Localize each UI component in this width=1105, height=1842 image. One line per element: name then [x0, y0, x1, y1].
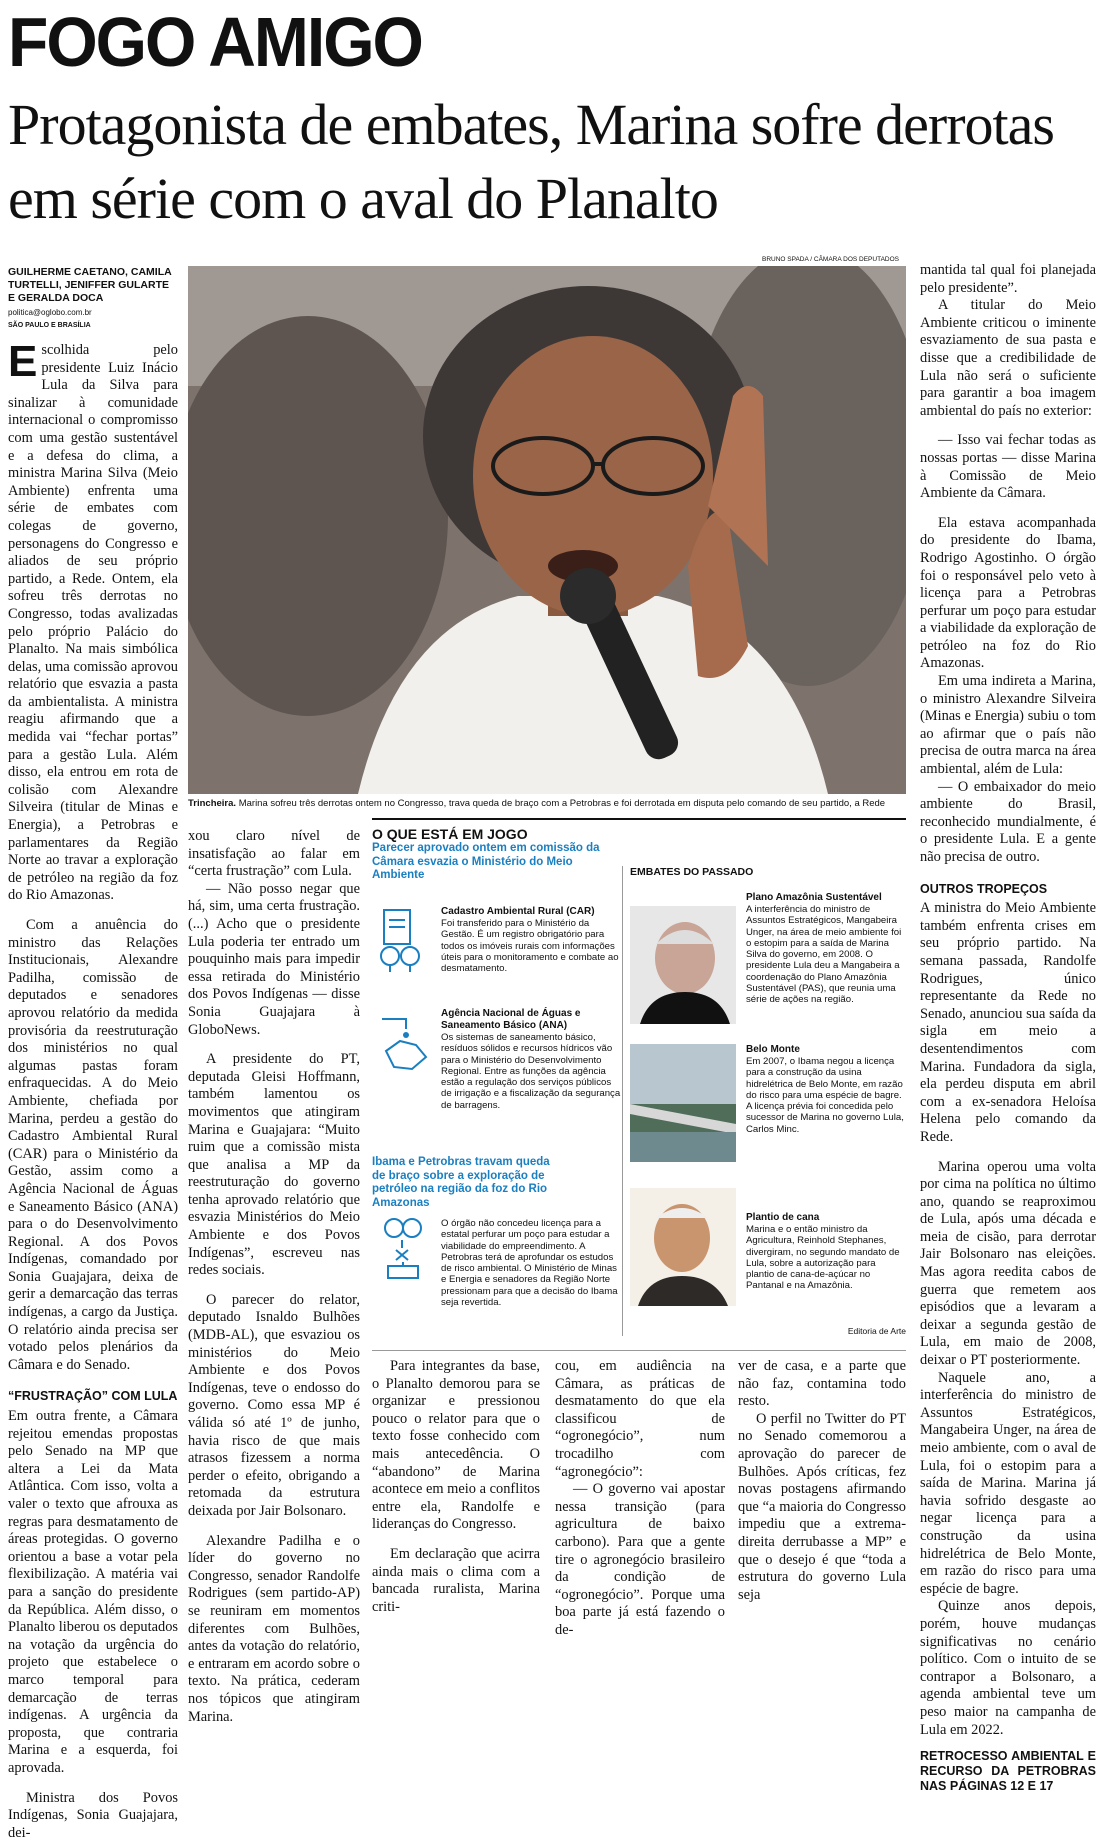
article-column-4: [555, 1358, 725, 1640]
past-title: EMBATES DO PASSADO: [630, 866, 753, 878]
col2-paragraph-3: A presidente do PT, deputada Gleisi Hoffmann, também lamentou os movimentos que atingiram Marina e Guajajara: “Muito ruim que a comissão mista que analisa a MP da reestruturação do governo tenha aprovado relatório que esvazia Ministérios do Meio Ambiente e dos Povos Indígenas”, escreveu nas redes sociais.: [188, 1051, 360, 1280]
col6-paragraph-7: A ministra do Meio Ambiente também enfrenta crises em seu próprio partido. Na semana passada, Randolfe Rodrigues, único representante da Rede no Senado, anunciou sua saída da sigla em meio a desentendimentos com Marina. Fundadora da sigla, ela perdeu disputa em abril com a ex-senadora Heloísa Helena pelo comando da Rede.: [920, 900, 1096, 1146]
subhead-frustracao: “FRUSTRAÇÃO” COM LULA: [8, 1388, 178, 1406]
car-title: Cadastro Ambiental Rural (CAR): [441, 906, 621, 918]
marina-photo-illustration: [188, 266, 906, 794]
water-faucet-map-icon: [376, 1011, 436, 1073]
section-kicker: FOGO AMIGO: [8, 0, 422, 84]
byline-authors: GUILHERME CAETANO, CAMILA TURTELLI, JENIFFER GULARTE E GERALDA DOCA: [8, 266, 171, 304]
editoria-arte: Editoria de Arte: [848, 1326, 906, 1336]
pas-text: A interferência do ministro de Assuntos Estratégicos, Mangabeira Unger, na área de meio ambiente foi o estopim para a saída de Marina Silva do governo, em 2008. O presidente Lula deu a Mangabeira a coordenação do Plano Amazônia Sustentável (PAS), que reunia uma série de ações na região.: [746, 904, 906, 1006]
cana-title: Plantio de cana: [746, 1212, 906, 1224]
caption-label: Trincheira.: [188, 798, 236, 809]
article-column-1: [8, 342, 178, 1842]
headline: Protagonista de embates, Marina sofre derrotas em série com o aval do Planalto: [8, 88, 1098, 236]
col6-paragraph-5: Em uma indireta a Marina, o ministro Alexandre Silveira (Minas e Energia) subiu o tom ao afirmar que o país não precisa de outra marca na área ambiental, além de Lula:: [920, 673, 1096, 779]
tree-oil-rig-icon: [376, 1216, 436, 1286]
photo-caption: [188, 798, 906, 809]
col1-paragraph-3: Em outra frente, a Câmara rejeitou emendas propostas pelo Senado na MP que altera a Lei da Mata Atlântica. Com isso, volta a valer o texto que afrouxa as regras para desmatamento de áreas protegidas. O governo orientou a base a votar pela flexibilização. A matéria vai para a sanção do presidente da República. Além disso, o Planalto liberou os deputados na votação da urgência do projeto que estabelece o marco temporal para demarcação de terras indígenas. A urgência da proposta, que contraria Marina e a esquerda, foi aprovada.: [8, 1408, 178, 1777]
car-text: Foi transferido para o Ministério da Gestão. É um registro obrigatório para todos os imóveis rurais com informações úteis para o monitoramento e combate ao desmatamento.: [441, 918, 621, 974]
article-column-2: [188, 828, 360, 1726]
pas-title: Plano Amazônia Sustentável: [746, 892, 906, 904]
col2-paragraph-5: Alexandre Padilha e o líder do governo no Congresso, senador Randolfe Rodrigues (sem partido-AP) se reuniram em momentos diferentes com Bulhões, antes da votação do relatório, e entraram em acordo sobre o texto. Na prática, cederam nos tópicos que atingiram Marina.: [188, 1533, 360, 1727]
col5-paragraph-2: O perfil no Twitter do PT no Senado comemorou a aprovação do parecer de Bulhões. Após críticas, fez novas postagens afirmando que “a maioria do Congresso impediu que a extrema-direita derrubasse a MP” e que o desejo é que “toda a estrutura do governo Lula seja: [738, 1411, 906, 1605]
belo-monte-photo: [630, 1044, 736, 1162]
col3-paragraph-1: Para integrantes da base, o Planalto demorou para se organizar e pressionou pouco o relator para que o texto fosse conhecido com mais antecedência. O “abandono” de Marina acontece em meio a conflitos entre ela, Randolfe e lideranças do Congresso.: [372, 1358, 540, 1534]
col6-paragraph-3: — Isso vai fechar todas as nossas portas — disse Marina à Comissão de Meio Ambiente da Câmara.: [920, 432, 1096, 502]
col2-paragraph-4: O parecer do relator, deputado Isnaldo Bulhões (MDB-AL), que esvaziou os ministérios do Meio Ambiente e dos Povos Indígenas, teve o endosso do governo. Como essa MP é válida só até 1º de junho, havia risco de que mais atrasos fizessem a norma perder o efeito, obrigando a retomada da estrutura deixada por Jair Bolsonaro.: [188, 1292, 360, 1521]
bm-text: Em 2007, o Ibama negou a licença para a construção da usina hidrelétrica de Belo Monte, em razão do risco para uma espécie de bagre. A licença prévia foi concedida pelo sucessor de Marina no governo Lula, Carlos Minc.: [746, 1056, 906, 1135]
col2-paragraph-2: — Não posso negar que há, sim, uma certa frustração. (...) Acho que o presidente Lula poderia ter entrado um pouquinho mais para impedir essa retirada do Ministério dos Povos Indígenas — disse Sonia Guajajara à GloboNews.: [188, 881, 360, 1039]
byline: [8, 266, 178, 332]
col2-paragraph-1: xou claro nível de insatisfação ao falar em “certa frustração” com Lula.: [188, 828, 360, 881]
infobox-bottom-rule: [372, 1350, 906, 1351]
col1-paragraph-2: Com a anuência do ministro das Relações Institucionais, Alexandre Padilha, comissão de deputados e senadores aprovou relatório da medida provisória da reestruturação dos ministérios no qual algumas pastas foram enfraquecidas. A do Meio Ambiente, chefiada por Marina, perdeu a gestão do Cadastro Ambiental Rural (CAR) para o Ministério da Gestão, assim como a Agência Nacional de Águas e Saneamento Básico (ANA) para o do Desenvolvimento Regional. A dos Povos Indígenas, comandado por Sonia Guajajara, deixa de gerir a demarcação das terras indígenas, a cargo da Justiça. O relatório ainda precisa ser votado pelos plenários da Câmara e do Senado.: [8, 917, 178, 1374]
byline-place: SÃO PAULO E BRASÍLIA: [8, 319, 178, 332]
col1-paragraph-4: Ministra dos Povos Indígenas, Sonia Guajajara, dei-: [8, 1790, 178, 1842]
infobox-head-2: Ibama e Petrobras travam queda de braço sobre a exploração de petróleo na região da foz do Rio Amazonas: [372, 1156, 562, 1210]
stephanes-photo: [630, 1188, 736, 1306]
main-photo: [188, 266, 906, 794]
col4-paragraph-2: — O governo vai apostar nessa transição (para agricultura de baixo carbono). Para que a gente tire o agronegócio brasileiro da condição de “ogronegócio”. Porque uma boa parte já está fazendo o de-: [555, 1481, 725, 1639]
col6-paragraph-10: Quinze anos depois, porém, houve mudanças significativas no cenário político. Com o intuito de se contrapor a Bolsonaro, a agenda ambiental teve um peso maior na campanha de Lula em 2022.: [920, 1598, 1096, 1739]
infobox-title: O QUE ESTÁ EM JOGO: [372, 826, 528, 842]
ana-title: Agência Nacional de Águas e Saneamento Básico (ANA): [441, 1008, 621, 1031]
photo-credit: BRUNO SPADA / CÂMARA DOS DEPUTADOS: [762, 256, 899, 263]
col6-paragraph-6: — O embaixador do meio ambiente do Brasil, reconhecido mundialmente, é o presidente Lula. E a gente não precisa de outro.: [920, 779, 1096, 867]
cana-text: Marina e o então ministro da Agricultura, Reinhold Stephanes, divergiram, no segundo mandato de Lula, sobre a autorização para plantio de cana-de-açúcar no Pantanal e na Amazônia.: [746, 1224, 906, 1292]
byline-email[interactable]: politica@oglobo.com.br: [8, 306, 178, 319]
ana-text: Os sistemas de saneamento básico, resíduos sólidos e recursos hídricos vão para o Ministério do Desenvolvimento Regional. Entre as funções da agência estão a regulação dos serviços públicos de irrigação e a fiscalização da segurança de barragens.: [441, 1032, 621, 1111]
col6-paragraph-2: A titular do Meio Ambiente criticou o iminente esvaziamento de sua pasta e disse que a credibilidade de Lula não será o suficiente para garantir a boa imagem ambiental do país no exterior:: [920, 297, 1096, 420]
bm-title: Belo Monte: [746, 1044, 906, 1056]
mangabeira-photo: [630, 906, 736, 1024]
col1-paragraph-1: scolhida pelo presidente Luiz Inácio Lula da Silva para sinalizar à comunidade internacional o compromisso com uma gestão sustentável e a defesa do clima, a ministra Marina Silva (Meio Ambiente) enfrenta uma série de embates com colegas de governo, personagens do Congresso e aliados de seu próprio partido, a Rede. Ontem, ela sofreu três derrotas no Congresso, todas avalizadas pelo próprio Palácio do Planalto. Na mais simbólica delas, uma comissão aprovou relatório que esvazia a pasta da ambientalista. A ministra reagiu afirmando que a medida vai “fechar portas” para a gestão Lula. Além disso, ela entrou em rota de colisão com Alexandre Silveira (titular de Minas e Energia), a Petrobras e parlamentares da Região Norte ao travar a exploração de petróleo na região da foz do Rio Amazonas.: [8, 342, 178, 903]
page-references: RETROCESSO AMBIENTAL E RECURSO DA PETROBRAS NAS PÁGINAS 12 E 17: [920, 1749, 1096, 1794]
infobox: [372, 826, 906, 1346]
ibama-text: O órgão não concedeu licença para a estatal perfurar um poço para estudar a viabilidade do empreendimento. A Petrobras terá de aprofundar os estudos de risco ambiental. O Ministério de Minas e Energia e senadores da Região Norte pressionam para que a decisão do Ibama seja revertida.: [441, 1218, 621, 1308]
subhead-outros-tropecos: OUTROS TROPEÇOS: [920, 881, 1096, 899]
article-column-3: [372, 1358, 540, 1616]
col4-paragraph-1: cou, em audiência na Câmara, as práticas de desmatamento do que ela classificou de “ogronegócio”, num trocadilho com “agronegócio”:: [555, 1358, 725, 1481]
infobox-divider: [622, 866, 623, 1336]
col5-paragraph-1: ver de casa, e a parte que não faz, contamina todo resto.: [738, 1358, 906, 1411]
col6-paragraph-1: mantida tal qual foi planejada pelo presidente”.: [920, 262, 1096, 297]
col6-paragraph-8: Marina operou uma volta por cima na política no último ano, quando se reaproximou de Lula, após uma década e meia de cisão, para derrotar Jair Bolsonaro nas eleições. Mas agora reedita cabos de guerra que remetem aos episódios que a levaram a deixar a segunda gestão de Lula, em maio de 2008, deixar o PT posteriormente.: [920, 1159, 1096, 1370]
drop-cap: E: [8, 344, 37, 380]
infobox-head-1: Parecer aprovado ontem em comissão da Câmara esvazia o Ministério do Meio Ambiente: [372, 842, 617, 883]
article-column-5: [738, 1358, 906, 1604]
col6-paragraph-4: Ela estava acompanhada do presidente do Ibama, Rodrigo Agostinho. O órgão foi o responsável pelo veto à licença para a Petrobras perfurar um poço para estudar a viabilidade da exploração de petróleo na foz do Rio Amazonas.: [920, 515, 1096, 673]
col6-paragraph-9: Naquele ano, a interferência do ministro de Assuntos Estratégicos, Mangabeira Unger, na área de meio ambiente, com o aval de Lula, foi o estopim para a saída de Marina. Marina já havia sofrido desgaste ao negar licença para a construção da usina hidrelétrica de Belo Monte, em razão do risco para uma espécie de bagre.: [920, 1370, 1096, 1599]
col3-paragraph-2: Em declaração que acirra ainda mais o clima com a bancada ruralista, Marina criti-: [372, 1546, 540, 1616]
caption-text: Marina sofreu três derrotas ontem no Congresso, trava queda de braço com a Petrobras e foi derrotada em disputa pelo comando de seu partido, a Rede: [236, 798, 885, 809]
car-document-icon: [376, 908, 436, 974]
article-column-6: [920, 262, 1096, 1794]
infobox-rule: [372, 818, 906, 820]
